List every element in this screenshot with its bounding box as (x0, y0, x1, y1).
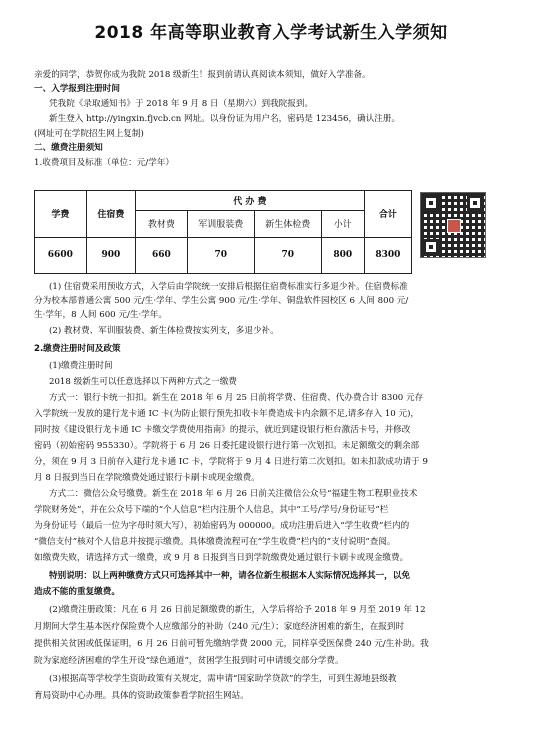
header-dorm-fee: 住宿费 (86, 191, 135, 238)
method-one-line1: 方式一：银行卡统一扣扣。新生在 2018 年 6 月 25 日前将学费、住宿费、代办费合计 8300 元存 (49, 393, 424, 403)
dorm-fee-note-line3: 生·学年，8 人间 600 元/生·学年。 (34, 310, 167, 320)
method-two-line1: 方式二：微信公众号缴费。新生在 2018 年 6 月 26 日前关注微信公众号“福建生物工程职业技术 (49, 489, 418, 499)
dorm-fee-note-line2: 分为校本部普通公寓 500 元/生·学年、学生公寓 900 元/生·学年、铜盘软件园校区 6 人间 800 元/ (34, 296, 409, 306)
method-two-line4: “微信支付”核对个人信息并按提示缴费。具体缴费流程可在“学生收费”栏内的“支付说明”查阅。 (34, 537, 396, 547)
value-dorm-fee: 900 (86, 237, 135, 273)
header-total: 合计 (364, 191, 411, 238)
fee-items-heading: 1.收费项目及标准（单位：元/学年） (34, 158, 175, 168)
qr-code-icon (420, 192, 486, 258)
value-medical-fee: 70 (254, 237, 321, 273)
value-textbook-fee: 660 (136, 237, 188, 273)
section-heading-payment: 二、缴费注册须知 (34, 143, 103, 153)
header-tuition: 学费 (35, 191, 87, 238)
header-uniform-fee: 军训服装费 (187, 211, 254, 237)
header-medical-fee: 新生体检费 (254, 211, 321, 237)
greeting-text: 亲爱的同学，恭贺你成为我院 2018 级新生！报到前请认真阅读本须知，做好入学准备。 (34, 70, 371, 80)
method-one-line4: 密码（初始密码 955330）。学院将于 6 月 26 日委托建设银行进行第一次划扣。未足额缴交的剩余部 (34, 441, 420, 451)
section-heading-registration-time: 一、入学报到注册时间 (34, 84, 120, 94)
header-textbook-fee: 教材费 (136, 211, 188, 237)
method-two-line2: 学院财务处”，并在公众号下端的“个人信息”栏内注册个人信息，其中“工号/学号/身份证号”栏 (34, 505, 389, 515)
special-note-line1: 特别说明：以上两种缴费方式只可选择其中一种，请各位新生根据本人实际情况选择其一，以免 (49, 571, 410, 581)
url-note-text: (网址可在学院招生网上复制) (34, 129, 144, 139)
policy-line3: 提供相关贫困或低保证明，6 月 26 日前可暂先缴纳学费 2000 元，同样享受医保费 240 元/生补助。我 (34, 639, 429, 649)
page-title: 2018 年高等职业教育入学考试新生入学须知 (94, 23, 448, 43)
method-one-line2: 入学院统一发放的建行龙卡通 IC 卡(为防止银行预先扣收卡年费造成卡内余额不足,请多存入 10 元)， (34, 409, 420, 419)
dorm-fee-note-line1: (1) 住宿费采用预收方式，入学后由学院统一安排后根据住宿费标准实行多退少补。住宿费标准 (49, 282, 408, 292)
value-uniform-fee: 70 (187, 237, 254, 273)
registration-date-text: 凭我院《录取通知书》于 2018 年 9 月 8 日（星期六）到我院报到。 (49, 99, 314, 109)
payment-methods-intro: 2018 级新生可以任意选择以下两种方式之一缴费 (49, 377, 237, 387)
policy-line4: 院为家庭经济困难的学生开设“绿色通道”，贫困学生报到时可申请缓交部分学费。 (34, 656, 344, 666)
policy-line1: (2)缴费注册政策：凡在 6 月 26 日前足额缴费的新生，入学后将给予 2018 年 9 月至 2019 年 12 (49, 605, 426, 615)
online-registration-text: 新生登入 http://yingxin.fjvcb.cn 网址。以身份证为用户名，密码是 123456，确认注册。 (49, 114, 401, 124)
fee-table (34, 190, 412, 274)
payment-time-policy-heading: 2.缴费注册时间及政策 (34, 344, 121, 354)
value-subtotal: 800 (321, 237, 364, 273)
table-row (35, 237, 412, 273)
loan-note-line1: (3)根据高等学校学生资助政策有关规定，需申请“国家助学贷款”的学生，可到生源地县级教 (49, 674, 397, 684)
method-one-line6: 月 8 日报到当日在学院缴费处通过银行卡刷卡或现金缴费。 (34, 473, 260, 483)
value-tuition: 6600 (35, 237, 87, 273)
method-one-line5: 分，须在 9 月 3 日前存入建行龙卡通 IC 卡，学院将于 9 月 4 日进行第二次划扣。如未扣款成功请于 9 (34, 457, 428, 467)
method-two-line3: 为身份证号（最后一位为字母时须大写），初始密码为 000000。成功注册后进入“学生收费”栏内的 (34, 521, 410, 531)
policy-line2: 月期间大学生基本医疗保险费个人应缴部分的补助（240 元/生）；家庭经济困难的新生，在报到时 (34, 622, 405, 632)
value-total: 8300 (364, 237, 411, 273)
header-subtotal: 小计 (321, 211, 364, 237)
loan-note-line2: 育局资助中心办理。具体的资助政策参看学院招生网站。 (34, 691, 249, 701)
payment-time-subheading: (1)缴费注册时间 (49, 361, 113, 371)
agency-fee-note: (2) 教材费、军训服装费、新生体检费按实列支，多退少补。 (49, 326, 279, 336)
header-agency-fee: 代 办 费 (136, 191, 365, 211)
special-note-line2: 造成不能的重复缴费。 (34, 587, 120, 597)
method-two-line5: 如缴费失败，请选择方式一缴费，或 9 月 8 日报到当日到学院缴费处通过银行卡刷卡或现金缴费。 (34, 553, 409, 563)
method-one-line3: 同时按《建设银行龙卡通 IC 卡缴交学费使用指南》的提示，就近到建设银行柜台激活卡号，并修改 (34, 425, 411, 435)
